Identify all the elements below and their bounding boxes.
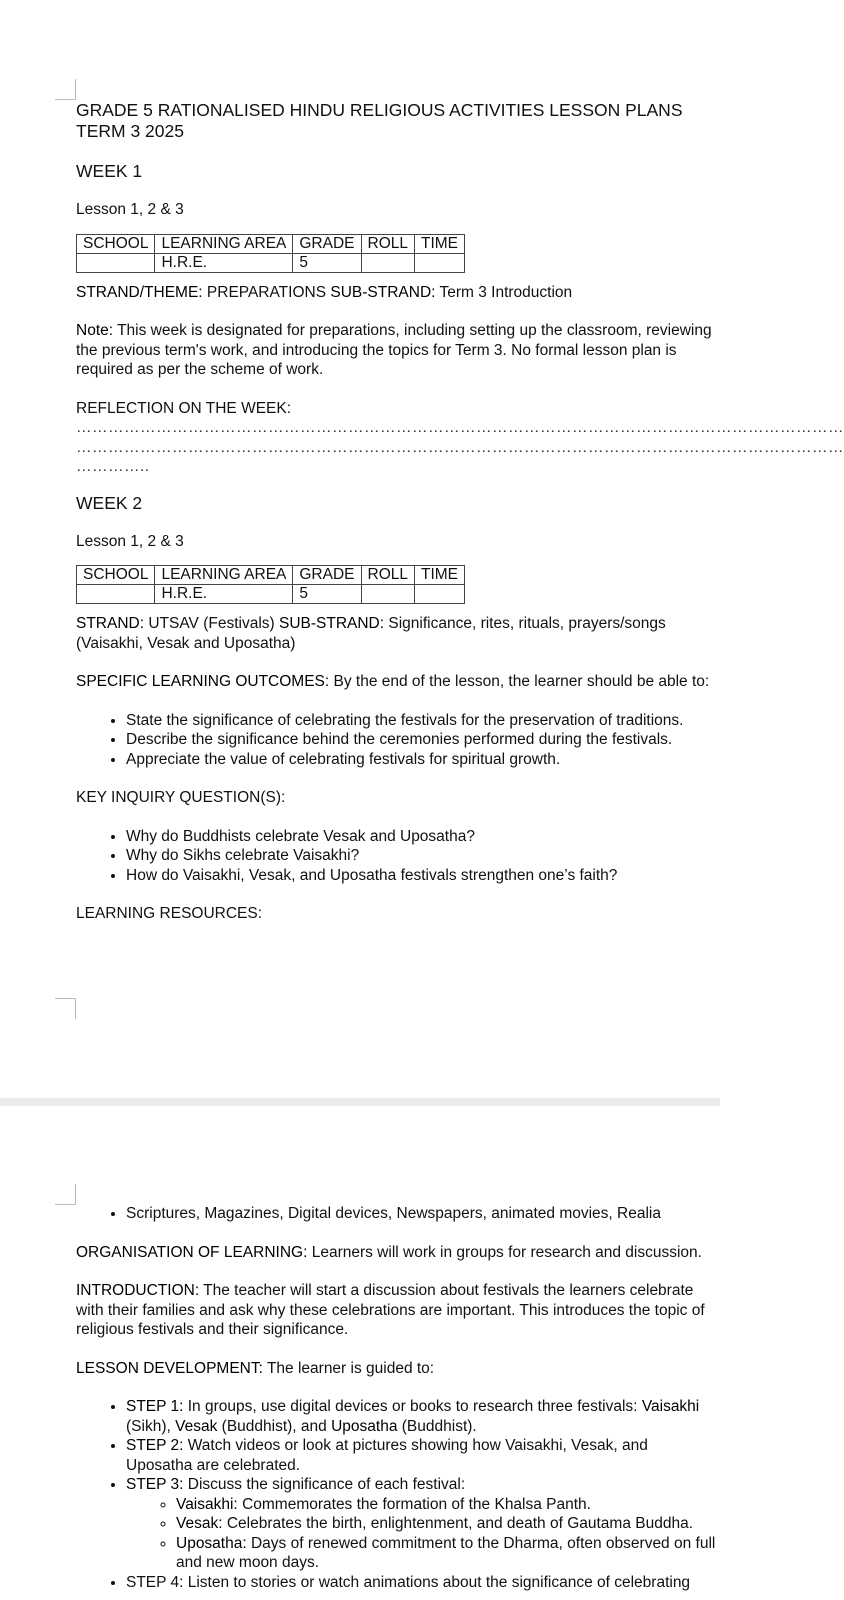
list-item: • Why do Buddhists celebrate Vesak and Uposatha? xyxy=(126,827,716,847)
cell-grade: 5 xyxy=(293,253,361,272)
list-item: ◦ Uposatha: Days of renewed commitment to the Dharma, often observed on full and new moon days. xyxy=(176,1534,716,1573)
col-roll: ROLL xyxy=(361,566,415,585)
festival-significance-list xyxy=(126,1495,716,1573)
col-school: SCHOOL xyxy=(77,234,155,253)
week2-heading: WEEK 2 xyxy=(76,492,143,513)
cell-school xyxy=(77,253,155,272)
col-school: SCHOOL xyxy=(77,566,155,585)
col-learning-area: LEARNING AREA xyxy=(155,234,293,253)
page-margin-corner xyxy=(55,79,76,100)
organisation-of-learning: ORGANISATION OF LEARNING: Learners will work in groups for research and discussion. xyxy=(76,1243,702,1261)
table-header-row xyxy=(77,566,465,585)
week1-meta-table xyxy=(76,234,465,273)
slo-list xyxy=(76,711,716,770)
step-2: • STEP 2: Watch videos or look at pictures showing how Vaisakhi, Vesak, and Uposatha are celebrated. xyxy=(126,1436,716,1475)
reflection-line: ………….. xyxy=(76,458,150,475)
cell-time xyxy=(415,253,465,272)
col-learning-area: LEARNING AREA xyxy=(155,566,293,585)
week1-heading: WEEK 1 xyxy=(76,161,143,181)
week2-slo: SPECIFIC LEARNING OUTCOMES: By the end of the lesson, the learner should be able to: xyxy=(76,673,710,690)
week1-strand: STRAND/THEME: PREPARATIONS SUB-STRAND: Term 3 Introduction xyxy=(76,283,573,301)
page-break xyxy=(0,1098,720,1106)
cell-learning-area: H.R.E. xyxy=(155,253,293,272)
week1-note: Note: This week is designated for preparations, including setting up the classroom, reviewing the previous term's work, and introducing the topics for Term 3. No formal lesson plan is required as per the scheme of work. xyxy=(76,322,712,378)
introduction: INTRODUCTION: The teacher will start a discussion about festivals the learners celebrate with their families and ask why these celebrations are important. This introduces the topic of religious festivals and their significance. xyxy=(76,1282,705,1338)
lesson-development: LESSON DEVELOPMENT: The learner is guided to: xyxy=(76,1359,435,1377)
cell-time xyxy=(415,585,465,604)
col-time: TIME xyxy=(415,566,465,585)
week1-lessons: Lesson 1, 2 & 3 xyxy=(76,201,184,218)
week1-reflection-lines xyxy=(76,418,844,477)
list-item: • Appreciate the value of celebrating festivals for spiritual growth. xyxy=(126,750,716,770)
kiq-label: KEY INQUIRY QUESTION(S): xyxy=(76,789,286,806)
list-item: • Scriptures, Magazines, Digital devices, Newspapers, animated movies, Realia xyxy=(126,1204,716,1224)
step-4: • STEP 4: Listen to stories or watch animations about the significance of celebrating xyxy=(126,1573,716,1593)
week2-lessons: Lesson 1, 2 & 3 xyxy=(76,532,184,550)
kiq-list xyxy=(76,827,716,886)
cell-roll xyxy=(361,253,415,272)
list-item: ◦ Vaisakhi: Commemorates the formation of the Khalsa Panth. xyxy=(176,1495,716,1515)
week1-reflection-label: REFLECTION ON THE WEEK: xyxy=(76,399,292,417)
list-item: • How do Vaisakhi, Vesak, and Uposatha festivals strengthen one’s faith? xyxy=(126,866,716,886)
col-time: TIME xyxy=(415,234,465,253)
document-body-continued xyxy=(76,1204,716,1592)
list-item: ◦ Vesak: Celebrates the birth, enlightenment, and death of Gautama Buddha. xyxy=(176,1514,716,1534)
table-row xyxy=(77,585,465,604)
document-title: GRADE 5 RATIONALISED HINDU RELIGIOUS ACTIVITIES LESSON PLANS TERM 3 2025 xyxy=(76,100,683,141)
table-header-row xyxy=(77,234,465,253)
step-3: • STEP 3: Discuss the significance of each festival: ◦ Vaisakhi: Commemorates the formation of the Khalsa Panth. ◦ Vesak: Celebrates the birth, enlightenment, and death of Gautama Buddha. ◦ Uposatha: Days of renewed commitment to the Dharma, often observed on full and new moon days. xyxy=(126,1475,716,1573)
col-grade: GRADE xyxy=(293,234,361,253)
page-margin-corner xyxy=(55,1184,76,1205)
col-roll: ROLL xyxy=(361,234,415,253)
reflection-line: ……………………………………………………………………………………………………………………………… xyxy=(76,438,844,456)
cell-school xyxy=(77,585,155,604)
document-body xyxy=(76,100,844,924)
list-item: • State the significance of celebrating the festivals for the preservation of traditions. xyxy=(126,711,716,731)
list-item: • Describe the significance behind the ceremonies performed during the festivals. xyxy=(126,730,716,750)
table-row xyxy=(77,253,465,272)
resources-list xyxy=(76,1204,716,1224)
cell-grade: 5 xyxy=(293,585,361,604)
cell-roll xyxy=(361,585,415,604)
steps-list xyxy=(76,1397,716,1592)
document-page-2 xyxy=(0,1106,720,1600)
week2-strand: STRAND: UTSAV (Festivals) SUB-STRAND: Significance, rites, rituals, prayers/songs (Vaisakhi, Vesak and Uposatha) xyxy=(76,615,666,652)
list-item: • Why do Sikhs celebrate Vaisakhi? xyxy=(126,846,716,866)
reflection-line: ……………………………………………………………………………………………………………………………… xyxy=(76,419,844,436)
col-grade: GRADE xyxy=(293,566,361,585)
cell-learning-area: H.R.E. xyxy=(155,585,293,604)
page-margin-corner xyxy=(55,998,76,1019)
resources-label: LEARNING RESOURCES: xyxy=(76,905,263,922)
step-1: • STEP 1: In groups, use digital devices or books to research three festivals: Vaisakhi (Sikh), Vesak (Buddhist), and Uposatha (Buddhist). xyxy=(126,1397,716,1436)
week2-meta-table xyxy=(76,565,465,604)
